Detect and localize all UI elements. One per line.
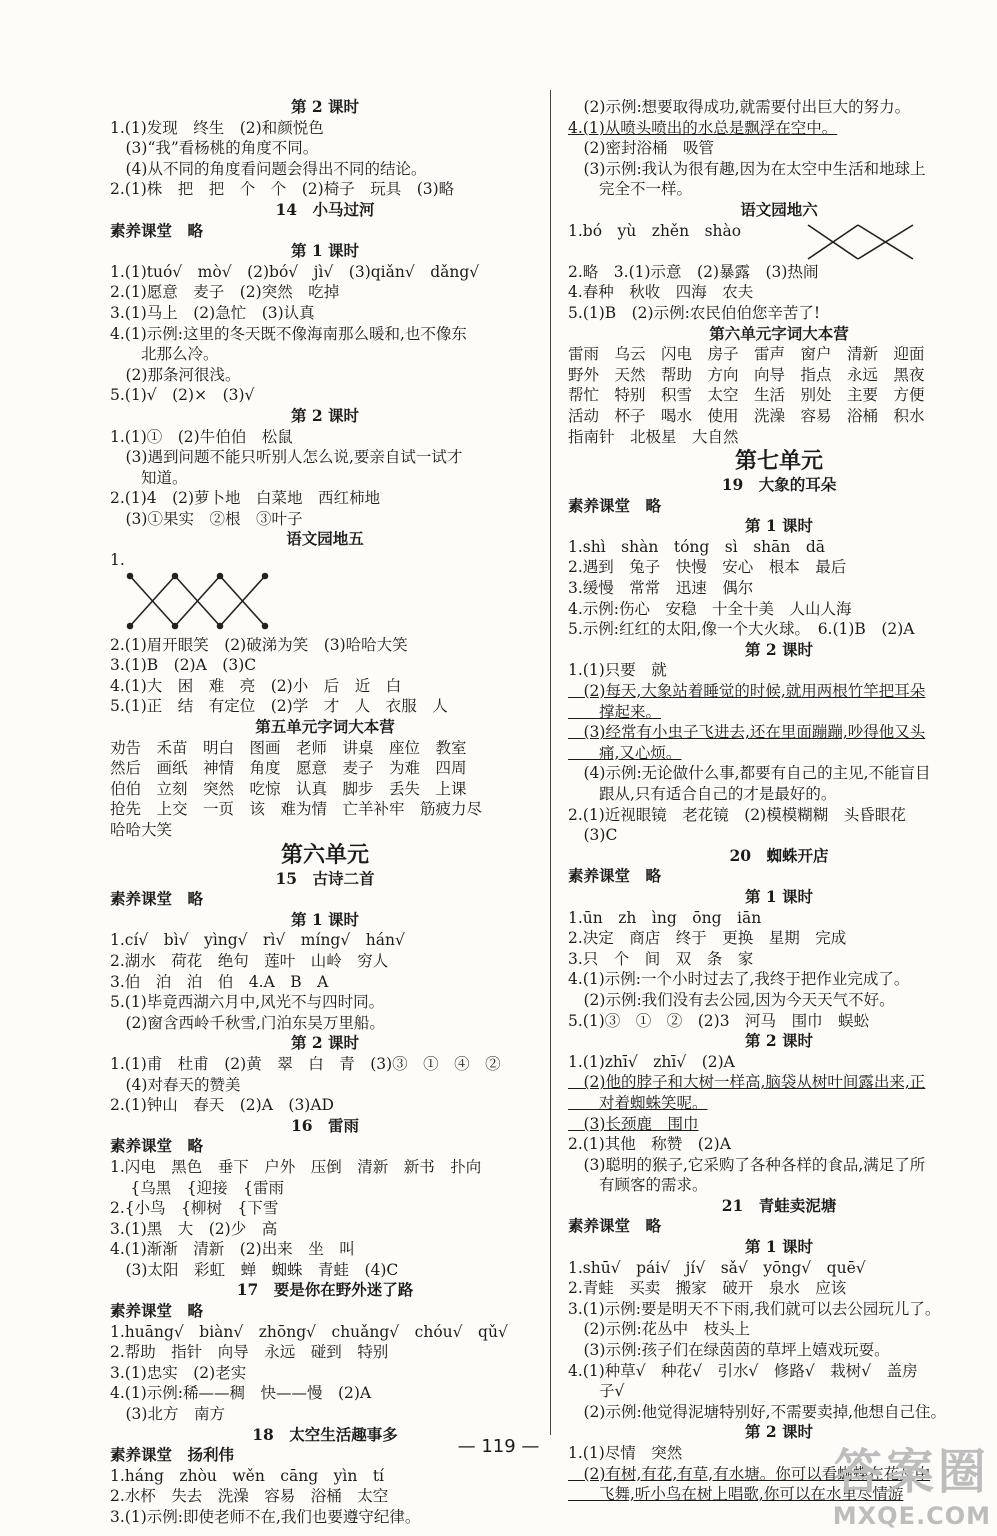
answer-line: 1.cí√ bì√ yìng√ rì√ míng√ hán√ <box>110 931 405 950</box>
section-heading: 第 2 课时 <box>290 405 360 425</box>
answer-line: 指南针 北极星 大自然 <box>568 427 739 446</box>
answer-line: 5.(1)③ ① ② (2)3 河马 围巾 蜈蚣 <box>568 1011 870 1030</box>
answer-line: 3.缓慢 常常 迅速 偶尔 <box>568 579 754 598</box>
answer-line: 1.(1)tuó√ mò√ (2)bó√ jì√ (3)qiǎn√ dǎng√ <box>110 262 480 281</box>
answer-line: 2.帮助 指针 向导 永远 碰到 特别 <box>110 1343 389 1362</box>
section-heading: 第 1 课时 <box>290 241 360 261</box>
answer-line: 4.(1)从喷头喷出的水总是飘浮在空中。 <box>568 118 838 137</box>
unit-title: 第七单元 <box>734 448 823 475</box>
answer-line: 伯伯 立刻 突然 吃惊 认真 脚步 丢失 上课 <box>110 779 467 798</box>
answer-line: 素养课堂 略 <box>568 1216 662 1236</box>
answer-line: 2.水杯 失去 洗澡 容易 浴桶 太空 <box>110 1487 389 1506</box>
answer-line: 2.略 3.(1)示意 (2)暴露 (3)热闹 <box>568 262 819 281</box>
answer-line: 1.(1)尽情 突然 <box>568 1444 683 1462</box>
section-heading: 第 1 课时 <box>744 516 814 536</box>
answer-line: 对着蜘蛛笑呢。 <box>568 1093 708 1112</box>
answer-line: (3)“我”看杨桃的角度不同。 <box>110 139 319 158</box>
section-heading: 第 2 课时 <box>744 639 814 659</box>
answer-line: (3)北方 南方 <box>110 1405 225 1424</box>
answer-line: (3)遇到问题不能只听别人怎么说,要亲自试一试才 <box>110 448 463 467</box>
answer-line: 跟从,只有适合自己的才是最好的。 <box>568 785 837 803</box>
answer-line: 5.示例:红红的太阳,像一个大火球。 6.(1)B (2)A <box>568 620 915 639</box>
section-heading: 18 太空生活趣事多 <box>252 1424 398 1444</box>
answer-line: 2.(1)钟山 春天 (2)A (3)AD <box>110 1096 334 1115</box>
answer-line: 子√ <box>568 1382 625 1401</box>
answer-line: (2)示例:想要取得成功,就需要付出巨大的努力。 <box>568 98 911 116</box>
answer-line: 2.遇到 兔子 快慢 安心 根本 最后 <box>568 558 847 577</box>
section-heading: 15 古诗二首 <box>275 868 375 888</box>
answer-line: 5.(1)正 结 有定位 (2)学 才 人 衣服 人 <box>110 697 448 716</box>
answer-line: 1.(1)zhī√ zhī√ (2)A <box>568 1052 735 1071</box>
answer-line: 哈哈大笑 <box>110 821 173 839</box>
answer-line: 有顾客的需求。 <box>568 1176 708 1195</box>
answer-line: 野外 天然 帮助 方向 向导 指点 永远 黑夜 <box>568 365 925 384</box>
answer-line: 北那么冷。 <box>110 345 219 364</box>
unit-title: 第六单元 <box>280 841 369 868</box>
answer-line: 完全不一样。 <box>568 180 693 199</box>
answer-line: 1.huāng√ biàn√ zhōng√ chuǎng√ chóu√ qǔ√ <box>110 1322 508 1341</box>
answer-line: 素养课堂 略 <box>110 889 204 909</box>
answer-line: 痛,又心烦。 <box>568 743 682 762</box>
answer-line: 1.(1)① (2)牛伯伯 松鼠 <box>110 427 293 446</box>
answer-line: (2)示例:他觉得泥塘特别好,不需要卖掉,他想自己住。 <box>568 1402 947 1421</box>
answer-line: (4)对春天的赞美 <box>110 1075 241 1094</box>
answer-line: (3)长颈鹿 围巾 <box>568 1114 699 1133</box>
section-heading: 14 小马过河 <box>275 199 375 219</box>
section-heading: 语文园地五 <box>286 529 364 549</box>
answer-line: (3)示例:孩子们在绿茵茵的草坪上嬉戏玩耍。 <box>568 1341 890 1360</box>
answer-line: 2.(1)4 (2)萝卜地 白菜地 西红柿地 <box>110 489 381 508</box>
answer-line: 1.háng zhòu wěn cāng yìn tí <box>110 1466 385 1485</box>
answer-line: 2.(1)株 把 把 个 个 (2)椅子 玩具 (3)略 <box>110 180 455 199</box>
answer-line: 3.(1)示例:即使老师不在,我们也要遵守纪律。 <box>110 1508 421 1526</box>
section-heading: 16 雷雨 <box>290 1115 360 1135</box>
left-column <box>110 97 540 1528</box>
answer-line: 1.shì shàn tóng sì shān dā <box>568 537 826 556</box>
page-number: — 119 — <box>457 1436 540 1457</box>
answer-line: (4)从不同的角度看问题会得出不同的结论。 <box>110 159 427 178</box>
column-divider <box>550 90 551 1435</box>
answer-line: 撑起来。 <box>568 702 662 721</box>
answer-line: 抢先 上交 一页 该 难为情 亡羊补牢 筋疲力尽 <box>110 800 483 819</box>
matching-cross-lines <box>803 223 943 263</box>
answer-line: 2.{小鸟 {柳树 {下雪 <box>110 1199 279 1218</box>
answer-line: 4.(1)示例:稀——稠 快——慢 (2)A <box>110 1384 372 1403</box>
answer-line: 1.(1)只要 就 <box>568 661 667 680</box>
answer-line: 3.(1)马上 (2)急忙 (3)认真 <box>110 303 315 322</box>
section-heading: 第 2 课时 <box>744 1422 814 1442</box>
answer-line: 2.决定 商店 终于 更换 星期 完成 <box>568 929 847 948</box>
answer-line: 素养课堂 略 <box>110 220 204 240</box>
answer-line: 3.(1)忠实 (2)老实 <box>110 1363 247 1382</box>
answer-line: (3)经常有小虫子飞进去,还在里面蹦蹦,吵得他又头 <box>568 723 926 742</box>
watermark-logo <box>833 1433 991 1530</box>
answer-line: 3.只 个 间 双 条 家 <box>568 949 754 968</box>
answer-line: 5.(1)B (2)示例:农民伯伯您辛苦了! <box>568 303 821 322</box>
answer-line: 4.春种 秋收 四海 农夫 <box>568 283 754 302</box>
section-heading: 21 青蛙卖泥塘 <box>721 1195 837 1215</box>
answer-line: 2.(1)眉开眼笑 (2)破涕为笑 (3)哈哈大笑 <box>110 635 408 654</box>
answer-line: 3.(1)示例:要是明天不下雨,我们就可以去公园玩儿了。 <box>568 1299 941 1318</box>
watermark-url: MXQE.COM <box>832 1502 991 1530</box>
answer-line: 素养课堂 略 <box>568 495 662 515</box>
answer-line: 3.(1)B (2)A (3)C <box>110 656 257 675</box>
answer-line: (3)①果实 ②根 ③叶子 <box>110 509 303 528</box>
section-heading: 第五单元字词大本营 <box>255 717 395 737</box>
answer-line: 1.闪电 黑色 垂下 户外 压倒 清新 新书 扑向 <box>110 1157 482 1176</box>
answer-line: (2)密封浴桶 吸管 <box>568 139 714 158</box>
answer-line: 3.伯 泊 泊 伯 4.A B A <box>110 972 329 991</box>
answer-line: (2)窗含西岭千秋雪,门泊东吴万里船。 <box>110 1013 385 1032</box>
answer-line: 4.示例:伤心 安稳 十全十美 人山人海 <box>568 599 852 618</box>
answer-line: 1.(1)发现 终生 (2)和颜悦色 <box>110 118 324 137</box>
answer-line: 4.(1)示例:这里的冬天既不像海南那么暖和,也不像东 <box>110 324 467 343</box>
answer-line: 素养课堂 略 <box>568 866 662 886</box>
right-column <box>568 97 990 1505</box>
answer-line: 2.湖水 荷花 绝句 莲叶 山岭 穷人 <box>110 951 389 970</box>
answer-line: 2.(1)愿意 麦子 (2)突然 吃掉 <box>110 283 340 302</box>
answer-line: (2)示例:花丛中 枝头上 <box>568 1320 751 1339</box>
answer-line: 帮忙 特别 积雪 太空 生活 别处 主要 方便 <box>568 386 925 405</box>
answer-line: 4.(1)种草√ 种花√ 引水√ 修路√ 栽树√ 盖房 <box>568 1361 918 1380</box>
answer-line: 活动 杯子 喝水 使用 洗澡 容易 浴桶 积水 <box>568 406 925 425</box>
answer-line: 1.shū√ pái√ jí√ sǎ√ yōng√ quē√ <box>568 1258 866 1277</box>
answer-line: (2)他的脖子和大树一样高,脑袋从树叶间露出来,正 <box>568 1073 926 1092</box>
section-heading: 第 1 课时 <box>744 886 814 906</box>
answer-line: (2)每天,大象站着睡觉的时候,就用两根竹竿把耳朵 <box>568 682 926 701</box>
section-heading: 19 大象的耳朵 <box>721 475 837 495</box>
answer-line: 素养课堂 扬利伟 <box>110 1445 235 1465</box>
answer-line: 4.(1)大 困 难 亮 (2)小 后 近 白 <box>110 676 402 695</box>
section-heading: 第 1 课时 <box>290 909 360 929</box>
section-heading: 第六单元字词大本营 <box>709 323 849 343</box>
matching-lines-diagram <box>110 571 540 635</box>
answer-line: (3)示例:我认为很有趣,因为在太空中生活和地球上 <box>568 159 926 178</box>
answer-line: (3)C <box>568 826 618 845</box>
answer-line: (2)示例:我们没有去公园,因为今天天气不好。 <box>568 990 895 1009</box>
answer-line: 4.(1)渐渐 清新 (2)出来 坐 叫 <box>110 1240 355 1259</box>
answer-line: 知道。 <box>110 468 188 487</box>
answer-line: 4.(1)示例:一个小时过去了,我终于把作业完成了。 <box>568 970 910 989</box>
section-heading: 第 2 课时 <box>744 1031 814 1051</box>
answer-line: 雷雨 乌云 闪电 房子 雷声 窗户 清新 迎面 <box>568 345 925 364</box>
answer-line: (3)太阳 彩虹 蝉 蜘蛛 青蛙 (4)C <box>110 1260 399 1279</box>
answer-line: 素养课堂 略 <box>110 1301 204 1321</box>
section-heading: 第 1 课时 <box>744 1237 814 1257</box>
matching-question: 1.bó yù zhěn shào <box>568 221 742 240</box>
watermark-text: 答案圈 <box>833 1444 990 1500</box>
answer-line: (2)那条河很浅。 <box>110 365 241 384</box>
answer-line: 素养课堂 略 <box>110 1136 204 1156</box>
answer-line: 2.青蛙 买卖 搬家 破开 泉水 应该 <box>568 1279 847 1298</box>
section-heading: 语文园地六 <box>740 199 818 219</box>
answer-line: 3.(1)黑 大 (2)少 高 <box>110 1219 278 1238</box>
answer-line: 飞舞,听小鸟在树上唱歌,你可以在水里尽情游 <box>568 1485 904 1504</box>
answer-line: 5.(1)毕竟西湖六月中,风光不与四时同。 <box>110 993 385 1012</box>
answer-line: 2.(1)近视眼镜 老花镜 (2)模模糊糊 头昏眼花 <box>568 805 906 824</box>
matching-question: 1. <box>110 551 125 570</box>
section-heading: 17 要是你在野外迷了路 <box>236 1280 414 1300</box>
answer-line: 劝告 禾苗 明白 图画 老师 讲桌 座位 教室 <box>110 738 467 757</box>
answer-line: 5.(1)√ (2)× (3)√ <box>110 386 255 405</box>
answer-line: 1.(1)甫 杜甫 (2)黄 翠 白 青 (3)③ ① ④ ② <box>110 1054 501 1073</box>
section-heading: 第 2 课时 <box>290 97 360 116</box>
answer-line: 1.ūn zh ìng ōng iān <box>568 908 762 927</box>
answer-line: (2)有树,有花,有草,有水塘。你可以看蝴蝶在花丛中 <box>568 1464 931 1483</box>
answer-line: (3)聪明的猴子,它采购了各种各样的食品,满足了所 <box>568 1155 926 1174</box>
answer-line: 然后 画纸 神情 角度 愿意 麦子 为难 四周 <box>110 759 467 778</box>
answer-line: 2.(1)其他 称赞 (2)A <box>568 1135 731 1154</box>
answer-line: (4)示例:无论做什么事,都要有自己的主见,不能盲目 <box>568 764 931 783</box>
answer-line: {乌黑 {迎接 {雷雨 <box>110 1178 285 1197</box>
section-heading: 第 2 课时 <box>290 1033 360 1053</box>
section-heading: 20 蜘蛛开店 <box>729 845 829 865</box>
